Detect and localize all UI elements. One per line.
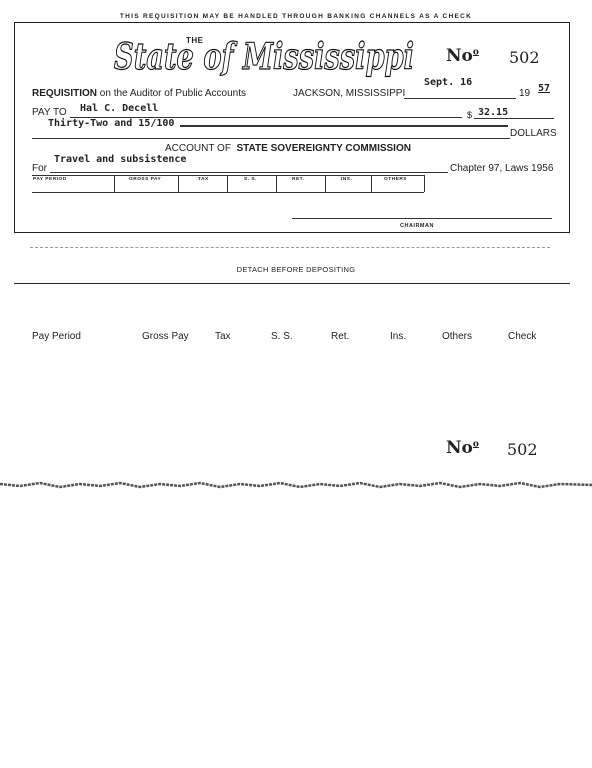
payee-name: Hal C. Decell: [80, 103, 159, 114]
for-label: For: [32, 163, 47, 174]
the-label: THE: [186, 36, 204, 45]
stub-col-others: Others: [442, 331, 473, 342]
city-label: JACKSON, MISSISSIPPI: [293, 88, 406, 99]
dollars-label: DOLLARS: [510, 128, 557, 139]
amount-line: [474, 118, 554, 119]
stub-col-ss: S. S.: [271, 331, 293, 342]
stub-col-gross-pay: Gross Pay: [142, 331, 189, 342]
dollars-line: [32, 138, 510, 139]
stub-number: 502: [507, 440, 538, 459]
grid-top-line: [32, 175, 424, 176]
for-line: [50, 172, 448, 173]
stub-number-label: No$^o$: [446, 438, 479, 458]
requisition-label: REQUISITION on the Auditor of Public Accounts: [32, 88, 247, 99]
col-tax: TAX: [198, 177, 209, 182]
grid-divider: [325, 175, 326, 192]
chapter-label: Chapter 97, Laws 1956: [450, 163, 554, 174]
stub-col-ins: Ins.: [390, 331, 407, 342]
detach-label: DETACH BEFORE DEPOSITING: [236, 265, 356, 274]
purpose-value: Travel and subsistence: [54, 154, 187, 165]
stub-col-ret: Ret.: [331, 331, 350, 342]
col-ins: INS.: [341, 177, 353, 182]
state-of-mississippi-logo: [112, 36, 418, 78]
grid-divider: [178, 175, 179, 192]
grid-divider: [371, 175, 372, 192]
amount-prefix: $: [467, 110, 473, 120]
chairman-label: CHAIRMAN: [400, 223, 434, 229]
date-line: [404, 98, 516, 99]
grid-bottom-line: [32, 192, 424, 193]
pay-to-label: PAY TO: [32, 107, 67, 118]
stub-col-tax: Tax: [215, 331, 231, 342]
number-label: No$^o$: [446, 46, 479, 66]
perforation-line: [30, 247, 550, 248]
col-others: OTHERS: [384, 177, 407, 182]
amount-words: Thirty-Two and 15/100: [48, 118, 175, 129]
grid-divider: [276, 175, 277, 192]
year-prefix: 19: [519, 88, 531, 99]
account-line: ACCOUNT OF STATE SOVEREIGNTY COMMISSION: [165, 143, 411, 154]
grid-divider: [114, 175, 115, 192]
amount-words-line: [180, 125, 508, 127]
stub-top-line: [14, 283, 570, 284]
col-gross-pay: GROSS PAY: [129, 177, 162, 182]
amount-value: 32.15: [478, 107, 509, 118]
stub-col-pay-period: Pay Period: [32, 331, 81, 342]
date-value: Sept. 16: [424, 77, 473, 88]
state-name-wordmark: State of Mississippi: [114, 36, 414, 78]
stub-col-check: Check: [508, 331, 537, 342]
col-ret: RET.: [292, 177, 305, 182]
year-value: 57: [538, 83, 551, 94]
grid-divider: [227, 175, 228, 192]
chairman-signature-line: [292, 218, 552, 219]
torn-edge: [0, 478, 592, 492]
requisition-number: 502: [509, 48, 540, 67]
banking-notice: THIS REQUISITION MAY BE HANDLED THROUGH BANKING CHANNELS AS A CHECK: [119, 13, 473, 20]
col-pay-period: PAY PERIOD: [33, 177, 67, 182]
grid-divider: [424, 175, 425, 192]
col-ss: S. S.: [244, 177, 257, 182]
